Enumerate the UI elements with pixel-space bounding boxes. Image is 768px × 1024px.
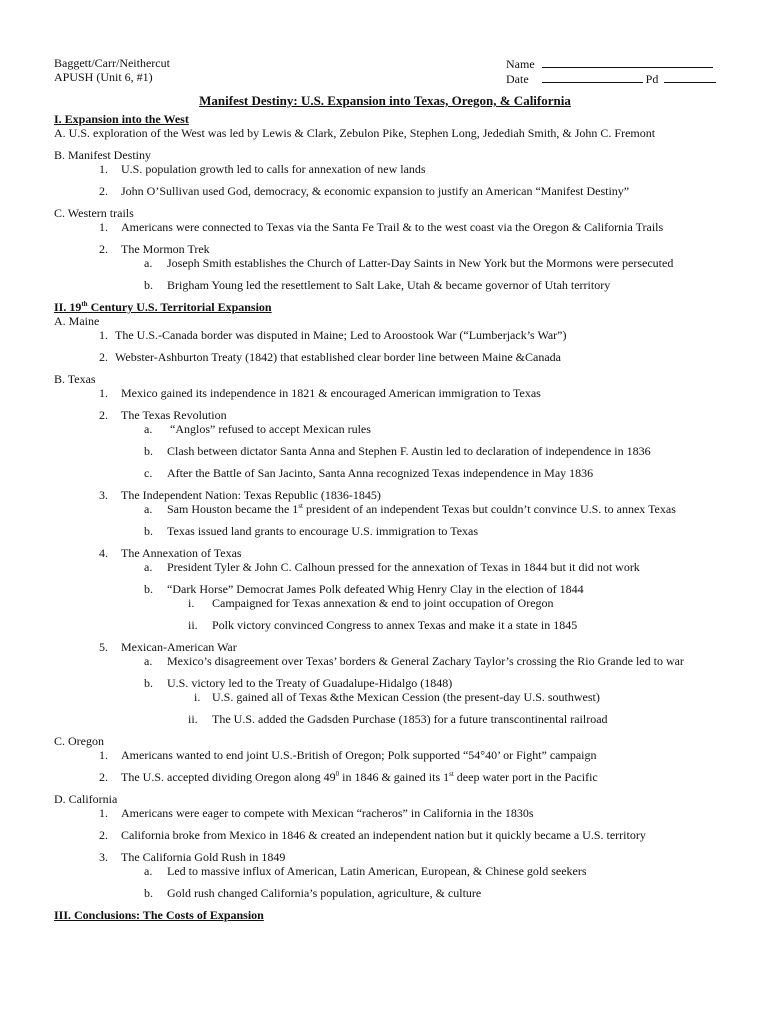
s2-item-d2: 2. California broke from Mexico in 1846 & created an independent nation but it quickly became a U.S. territory: [99, 828, 646, 842]
course-label: APUSH (Unit 6, #1): [54, 70, 153, 84]
teacher-names: Baggett/Carr/Neithercut: [54, 56, 170, 70]
s2-item-d1: 1. Americans were eager to compete with Mexican “racheros” in California in the 1830s: [99, 806, 534, 820]
s2-item-b2a: a. “Anglos” refused to accept Mexican rules: [144, 422, 371, 436]
s1-item-b1: 1. U.S. population growth led to calls for annexation of new lands: [99, 162, 426, 176]
s2-item-b2c: c. After the Battle of San Jacinto, Santa Anna recognized Texas independence in May 1836: [144, 466, 594, 480]
name-field[interactable]: [542, 56, 713, 68]
name-label: Name: [506, 57, 535, 71]
s1-item-c2a: a. Joseph Smith establishes the Church of Latter-Day Saints in New York but the Mormons were persecuted: [144, 256, 674, 270]
s2-item-b5: 5. Mexican-American War: [99, 640, 237, 654]
s2-item-c1: 1. Americans wanted to end joint U.S.-British of Oregon; Polk supported “54°40’ or Fight” campaign: [99, 748, 597, 762]
s2-item-d3: 3. The California Gold Rush in 1849: [99, 850, 286, 864]
page-title: Manifest Destiny: U.S. Expansion into Texas, Oregon, & California: [199, 93, 571, 108]
s2-item-b3b: b. Texas issued land grants to encourage U.S. immigration to Texas: [144, 524, 479, 538]
date-field[interactable]: [542, 71, 643, 83]
s2-item-b3: 3. The Independent Nation: Texas Republic (1836-1845): [99, 488, 381, 502]
s2-item-b5b-i: i. U.S. gained all of Texas &the Mexican Cession (the present-day U.S. southwest): [194, 690, 600, 704]
s1-item-a: A. U.S. exploration of the West was led by Lewis & Clark, Zebulon Pike, Stephen Long, Jedediah Smith, & John C. Fremont: [54, 126, 656, 140]
worksheet-header: [54, 56, 716, 86]
header-left: [54, 56, 170, 84]
s2-item-a: A. Maine: [54, 314, 100, 328]
s2-item-b3a: a. Sam Houston became the 1st president of an independent Texas but couldn’t convince U.S. to annex Texas: [144, 502, 676, 516]
s1-item-b: B. Manifest Destiny: [54, 148, 151, 162]
s2-item-b1: 1. Mexico gained its independence in 1821 & encouraged American immigration to Texas: [99, 386, 541, 400]
s2-item-d3b: b. Gold rush changed California’s population, agriculture, & culture: [144, 886, 482, 900]
s2-item-b4b: b. “Dark Horse” Democrat James Polk defeated Whig Henry Clay in the election of 1844: [144, 582, 584, 596]
s1-item-c2: 2. The Mormon Trek: [99, 242, 210, 256]
s1-item-c2b: b. Brigham Young led the resettlement to Salt Lake, Utah & became governor of Utah territory: [144, 278, 611, 292]
s2-item-b4: 4. The Annexation of Texas: [99, 546, 242, 560]
s2-item-c: C. Oregon: [54, 734, 104, 748]
period-label: Pd: [645, 72, 659, 86]
s2-item-b2b: b. Clash between dictator Santa Anna and Stephen F. Austin led to declaration of independence in 1836: [144, 444, 651, 458]
s2-item-b5a: a. Mexico’s disagreement over Texas’ borders & General Zachary Taylor’s crossing the Rio Grande led to war: [144, 654, 684, 668]
s2-item-a1: 1. The U.S.-Canada border was disputed in Maine; Led to Aroostook War (“Lumberjack’s War”): [99, 328, 567, 342]
s1-item-b2: 2. John O’Sullivan used God, democracy, & economic expansion to justify an American “Manifest Destiny”: [99, 184, 630, 198]
s2-item-a2: 2. Webster-Ashburton Treaty (1842) that established clear border line between Maine &Canada: [99, 350, 561, 364]
s2-item-b5b-ii: ii. The U.S. added the Gadsden Purchase (1853) for a future transcontinental railroad: [188, 712, 608, 726]
s2-item-b4b-ii: ii. Polk victory convinced Congress to annex Texas and make it a state in 1845: [188, 618, 578, 632]
s2-item-d: D. California: [54, 792, 118, 806]
period-field[interactable]: [664, 71, 716, 83]
s2-item-c2: 2. The U.S. accepted dividing Oregon along $49^0$ in 1846 & gained its 1st deep water port in the Pacific: [99, 770, 598, 784]
s2-item-b5b: b. U.S. victory led to the Treaty of Guadalupe-Hidalgo (1848): [144, 676, 453, 690]
s2-item-b: B. Texas: [54, 372, 96, 386]
s2-item-b4a: a. President Tyler & John C. Calhoun pressed for the annexation of Texas in 1844 but it did not work: [144, 560, 640, 574]
s2-item-b2: 2. The Texas Revolution: [99, 408, 227, 422]
section-3-heading: III. Conclusions: The Costs of Expansion: [54, 908, 264, 922]
s1-item-c1: 1. Americans were connected to Texas via the Santa Fe Trail & to the west coast via the Oregon & California Trails: [99, 220, 664, 234]
worksheet-page: [54, 56, 716, 922]
s2-item-d3a: a. Led to massive influx of American, Latin American, European, & Chinese gold seekers: [144, 864, 587, 878]
section-2-heading: II. 19th Century U.S. Territorial Expansion: [54, 300, 272, 314]
s2-item-b4b-i: i. Campaigned for Texas annexation & end to joint occupation of Oregon: [188, 596, 554, 610]
header-right: [506, 56, 716, 86]
section-1-heading: I. Expansion into the West: [54, 112, 189, 126]
s1-item-c: C. Western trails: [54, 206, 134, 220]
date-label: Date: [506, 72, 529, 86]
